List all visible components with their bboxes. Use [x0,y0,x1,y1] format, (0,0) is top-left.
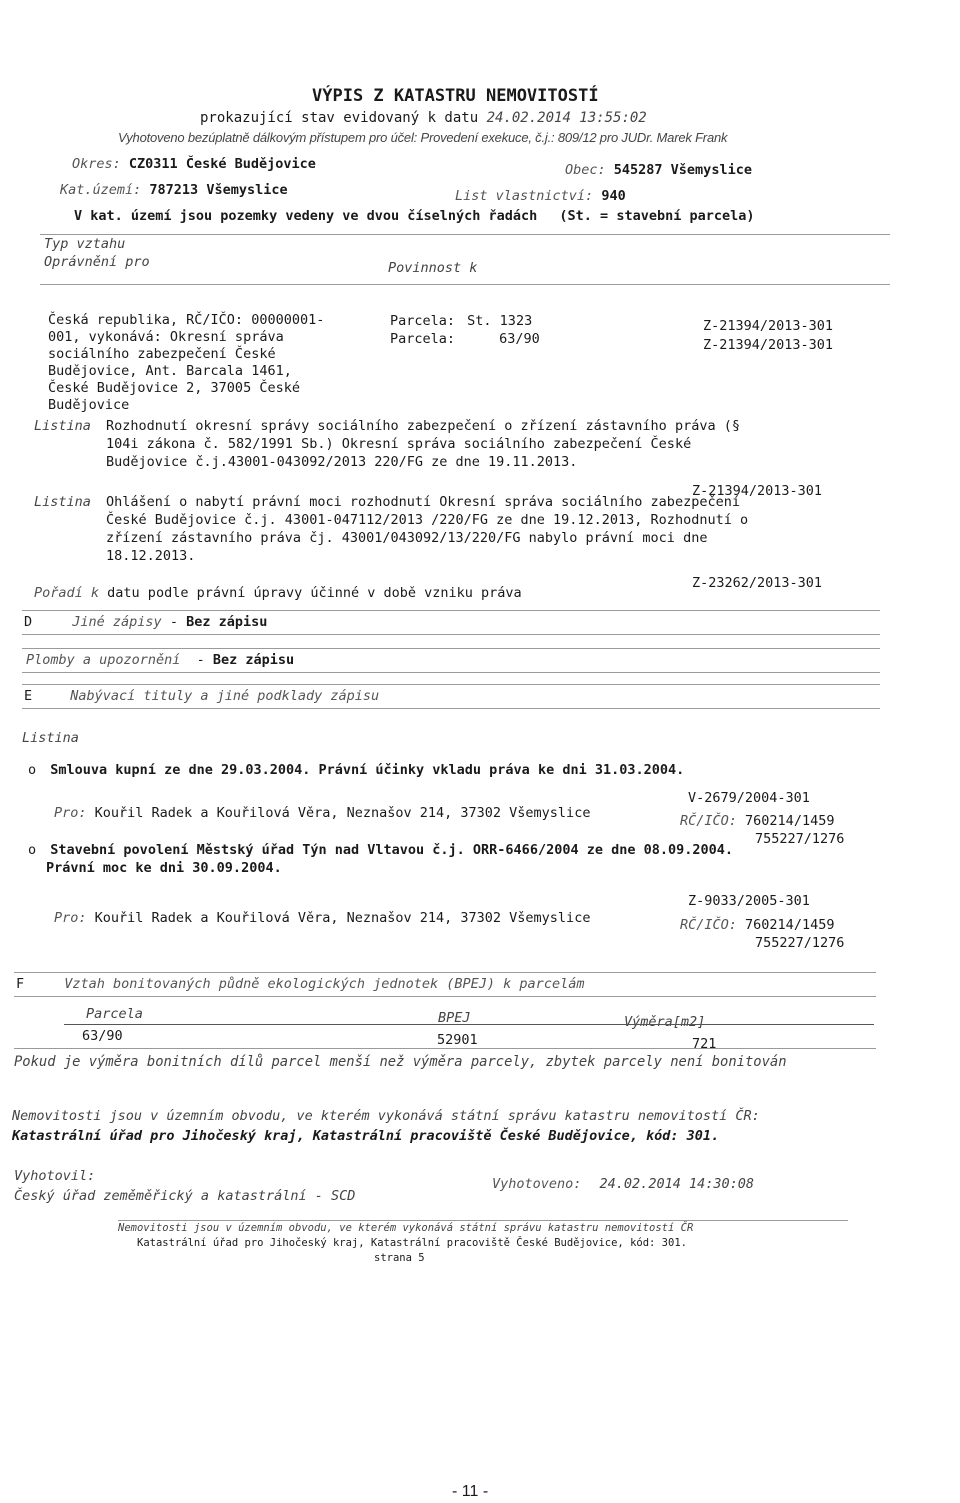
katuzemi-label: Kat.území: [60,182,142,198]
status-prefix: prokazující stav evidovaný k datu [200,110,479,126]
divider [22,684,880,685]
rc-label: RČ/IČO: [680,917,737,933]
obec-row [565,162,752,178]
typ-vztahu-label: Typ vztahu [44,236,126,252]
povinnost-k-label: Povinnost k [388,260,478,276]
plomby-value: Bez zápisu [212,652,295,668]
entity-line: 001, vykonává: Okresní správa [48,329,284,345]
bullet: o [28,842,37,858]
small-footer-page: strana 5 [374,1252,425,1264]
section-letter: E [24,688,33,704]
listina-text: 104i zákona č. 582/1991 Sb.) Okresní správa sociálního zabezpečení České [106,436,692,452]
parcel-series-note [74,208,755,224]
pro-label: Pro: [54,910,87,926]
okres-label: Okres: [72,156,121,172]
rc-value: 760214/1459 [745,917,835,933]
bullet: o [28,762,37,778]
divider [22,672,880,673]
divider [14,972,876,973]
rc-value: 755227/1276 [755,935,845,951]
plomby-title: Plomby a upozornění [26,652,181,668]
vyhotoveno-row [492,1176,754,1192]
pro-row [54,805,590,821]
divider [14,1048,876,1049]
listina-text: Budějovice č.j.43001-043092/2013 220/FG ze dne 19.11.2013. [106,454,578,470]
divider [64,1024,874,1025]
rc-row [680,917,834,933]
divider [22,610,880,611]
list-value: 940 [601,188,626,204]
katuzemi-row [60,182,288,198]
okres-value: CZ0311 České Budějovice [128,156,316,172]
reference-number: Z-21394/2013-301 [692,483,823,499]
nabyvaci-titul-item [28,762,684,778]
parcel-row [390,313,532,329]
column-header-bpej: BPEJ [438,1010,471,1026]
item-text: Stavební povolení Městský úřad Týn nad Vltavou č.j. ORR-6466/2004 ze dne 08.09.2004. [50,842,734,858]
small-footer-line: Katastrální úřad pro Jihočeský kraj, Katastrální pracoviště České Budějovice, kód: 301. [137,1237,687,1249]
rc-label: RČ/IČO: [680,813,737,829]
rc-value: 755227/1276 [755,831,845,847]
listina-label: Listina [22,730,79,746]
reference-number: Z-23262/2013-301 [692,575,823,591]
section-title: Jiné zápisy [72,614,162,630]
obec-label: Obec: [565,162,606,178]
pro-text: Kouřil Radek a Kouřilová Věra, Neznašov 214, 37302 Všemyslice [94,910,591,926]
status-line [200,110,647,126]
vyhotoveno-value: 24.02.2014 14:30:08 [599,1176,754,1192]
list-label: List vlastnictví: [455,188,594,204]
cell-bpej: 52901 [437,1032,478,1048]
item-text-line2: Právní moc ke dni 30.09.2004. [46,860,282,876]
pro-label: Pro: [54,805,87,821]
vyhotovil-value: Český úřad zeměměřický a katastrální - SCD [14,1188,356,1204]
urad-line: Katastrální úřad pro Jihočeský kraj, Katastrální pracoviště České Budějovice, kód: 301. [12,1128,720,1144]
plomby-dash: - [196,652,205,668]
cell-parcela: 63/90 [82,1028,123,1044]
column-header-parcela: Parcela [86,1006,143,1022]
listina-text: 18.12.2013. [106,548,196,564]
section-value: Bez zápisu [186,614,268,630]
katuzemi-value: 787213 Všemyslice [149,182,288,198]
list-row [455,188,626,204]
divider [22,648,880,649]
obvod-line: Nemovitosti jsou v územním obvodu, ve kterém vykonává státní správu katastru nemovitostí ČR: [12,1108,760,1124]
poradi-label: Pořadí k [34,585,100,601]
listina-text: České Budějovice č.j. 43001-047112/2013 /220/FG ze dne 19.12.2013, Rozhodnutí o [106,512,749,528]
section-f-header [16,976,584,992]
reference-number: Z-21394/2013-301 [703,318,834,334]
divider [40,234,890,235]
pro-row [54,910,590,926]
page-number: - 11 - [452,1483,489,1500]
small-footer-line: Nemovitosti jsou v územním obvodu, ve kterém vykonává státní správu katastru nemovitostí ČR [118,1222,694,1234]
parcel-row [390,331,540,347]
entity-line: Česká republika, RČ/IČO: 00000001- [48,312,325,328]
pro-text: Kouřil Radek a Kouřilová Věra, Neznašov 214, 37302 Všemyslice [94,805,591,821]
rc-value: 760214/1459 [745,813,835,829]
listina-label: Listina [34,418,91,434]
entity-line: Budějovice [48,397,130,413]
section-dash: - [169,614,178,630]
vyhotovil-label: Vyhotovil: [14,1168,96,1184]
parcel-value: St. 1323 [467,313,533,329]
entity-line: Budějovice, Ant. Barcala 1461, [48,363,292,379]
reference-number: Z-21394/2013-301 [703,337,834,353]
document-title: VÝPIS Z KATASTRU NEMOVITOSTÍ [312,86,599,106]
section-title: Vztah bonitovaných půdně ekologických jednotek (BPEJ) k parcelám [64,976,585,992]
section-letter: D [24,614,33,630]
plomby-header [26,652,294,668]
listina-text: zřízení zástavního práva čj. 43001/043092/13/220/FG nabylo právní moci dne [106,530,708,546]
entity-line: České Budějovice 2, 37005 České [48,380,300,396]
reference-number: Z-9033/2005-301 [688,893,810,909]
section-e-header [24,688,379,704]
cell-vymera: 721 [692,1036,717,1052]
reference-number: V-2679/2004-301 [688,790,810,806]
listina-text: Ohlášení o nabytí právní moci rozhodnutí Okresní správa sociálního zabezpečení [106,494,740,510]
divider [22,634,880,635]
opravneni-pro-label: Oprávnění pro [44,254,150,270]
bpej-note: Pokud je výměra bonitních dílů parcel menší než výměra parcely, zbytek parcely není bonitován [14,1054,787,1070]
divider [14,996,876,997]
nabyvaci-titul-item [28,842,733,858]
section-title: Nabývací tituly a jiné podklady zápisu [70,688,380,704]
parcel-label: Parcela: [390,313,456,329]
column-header-vymera: Výměra[m2] [624,1014,706,1030]
note-main: V kat. území jsou pozemky vedeny ve dvou číselných řadách [74,208,538,224]
listina-label: Listina [34,494,91,510]
listina-text: Rozhodnutí okresní správy sociálního zabezpečení o zřízení zástavního práva (§ [106,418,740,434]
vyhotoveno-label: Vyhotoveno: [492,1176,582,1192]
entity-line: sociálního zabezpečení České [48,346,276,362]
poradi-row [34,585,522,601]
divider [22,708,880,709]
section-d-header [24,614,267,630]
document-subtitle: Vyhotoveno bezúplatně dálkovým přístupem pro účel: Provedení exekuce, č.j.: 809/12 pro JUDr. Marek Frank [118,130,728,145]
section-letter: F [16,976,25,992]
status-datetime: 24.02.2014 13:55:02 [486,110,647,126]
okres-row [72,156,316,172]
obec-value: 545287 Všemyslice [613,162,752,178]
divider [40,284,890,285]
poradi-text: datu podle právní úpravy účinné v době vzniku práva [107,585,522,601]
parcel-label: Parcela: [390,331,456,347]
divider [118,1220,848,1221]
item-text: Smlouva kupní ze dne 29.03.2004. Právní účinky vkladu práva ke dni 31.03.2004. [50,762,685,778]
note-paren: (St. = stavební parcela) [559,208,755,224]
parcel-value: 63/90 [499,331,540,347]
rc-row [680,813,834,829]
